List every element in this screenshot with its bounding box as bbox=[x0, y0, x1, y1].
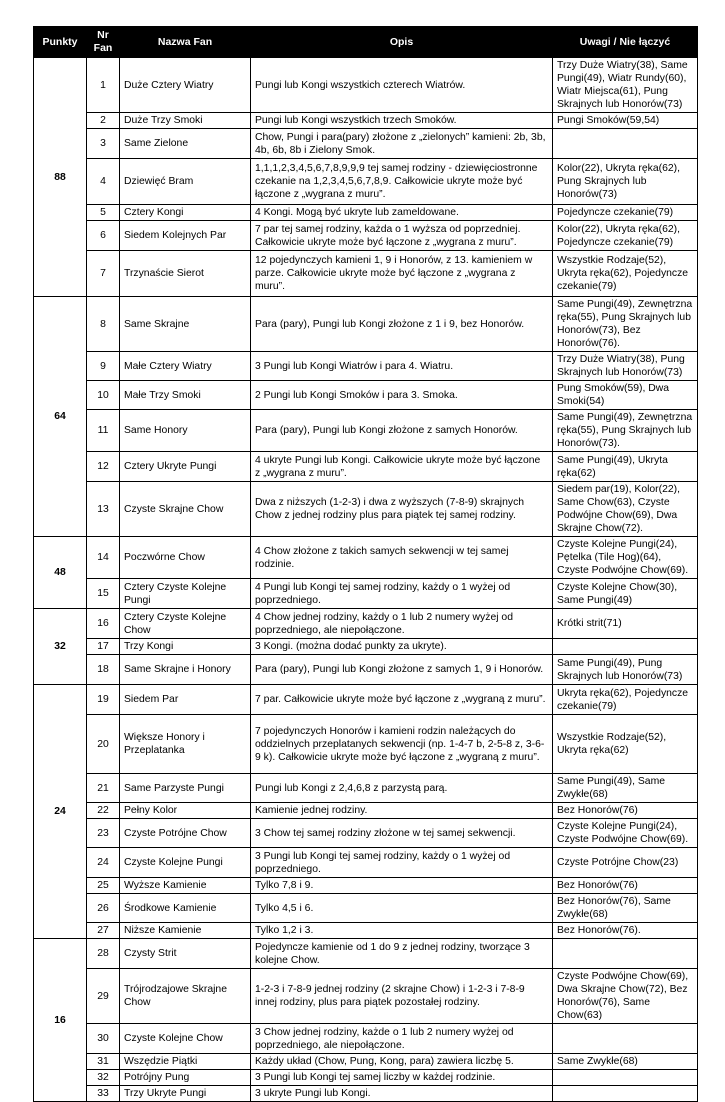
fan-name: Czyste Kolejne Chow bbox=[120, 1024, 251, 1054]
table-row bbox=[34, 352, 698, 381]
table-row bbox=[34, 205, 698, 221]
table-row bbox=[34, 969, 698, 1024]
fan-description: 3 Pungi lub Kongi Wiatrów i para 4. Wiatru. bbox=[251, 352, 553, 381]
fan-description: Para (pary), Pungi lub Kongi złożone z samych Honorów. bbox=[251, 410, 553, 452]
fan-notes bbox=[553, 1086, 698, 1102]
table-row bbox=[34, 381, 698, 410]
fan-notes: Bez Honorów(76), Same Zwykłe(68) bbox=[553, 894, 698, 923]
header-nazwa-fan: Nazwa Fan bbox=[120, 27, 251, 58]
table-row bbox=[34, 894, 698, 923]
fan-name: Pełny Kolor bbox=[120, 803, 251, 819]
fan-notes bbox=[553, 1024, 698, 1054]
fan-number: 30 bbox=[87, 1024, 120, 1054]
points-cell: 32 bbox=[34, 609, 87, 685]
fan-number: 24 bbox=[87, 848, 120, 878]
fan-number: 28 bbox=[87, 939, 120, 969]
fan-description: 4 Chow jednej rodziny, każdy o 1 lub 2 numery wyżej od poprzedniego, ale niepołączone. bbox=[251, 609, 553, 639]
fan-name: Siedem Kolejnych Par bbox=[120, 221, 251, 251]
fan-description: Tylko 7,8 i 9. bbox=[251, 878, 553, 894]
table-row bbox=[34, 715, 698, 774]
table-row bbox=[34, 878, 698, 894]
fan-notes: Ukryta ręka(62), Pojedyncze czekanie(79) bbox=[553, 685, 698, 715]
fan-name: Duże Cztery Wiatry bbox=[120, 58, 251, 113]
fan-notes bbox=[553, 939, 698, 969]
fan-name: Trzy Kongi bbox=[120, 639, 251, 655]
fan-name: Trzy Ukryte Pungi bbox=[120, 1086, 251, 1102]
fan-name: Małe Trzy Smoki bbox=[120, 381, 251, 410]
fan-description: 4 Kongi. Mogą być ukryte lub zameldowane. bbox=[251, 205, 553, 221]
fan-notes: Kolor(22), Ukryta ręka(62), Pojedyncze czekanie(79) bbox=[553, 221, 698, 251]
fan-notes: Bez Honorów(76) bbox=[553, 803, 698, 819]
fan-name: Dziewięć Bram bbox=[120, 159, 251, 205]
fan-notes: Czyste Podwójne Chow(69), Dwa Skrajne Chow(72), Bez Honorów(76), Same Chow(63) bbox=[553, 969, 698, 1024]
fan-number: 4 bbox=[87, 159, 120, 205]
table-row bbox=[34, 452, 698, 482]
fan-name: Niższe Kamienie bbox=[120, 923, 251, 939]
fan-number: 10 bbox=[87, 381, 120, 410]
fan-number: 9 bbox=[87, 352, 120, 381]
fan-name: Same Skrajne i Honory bbox=[120, 655, 251, 685]
fan-number: 17 bbox=[87, 639, 120, 655]
header-nr-fan bbox=[87, 27, 120, 58]
fan-notes: Bez Honorów(76) bbox=[553, 878, 698, 894]
fan-name: Cztery Czyste Kolejne Chow bbox=[120, 609, 251, 639]
table-row bbox=[34, 774, 698, 803]
fan-description: Tylko 1,2 i 3. bbox=[251, 923, 553, 939]
fan-number: 7 bbox=[87, 251, 120, 297]
table-row bbox=[34, 848, 698, 878]
fan-name: Wszędzie Piątki bbox=[120, 1054, 251, 1070]
fan-name: Cztery Ukryte Pungi bbox=[120, 452, 251, 482]
fan-table-body bbox=[34, 58, 698, 1102]
fan-number: 33 bbox=[87, 1086, 120, 1102]
fan-name: Większe Honory i Przeplatanka bbox=[120, 715, 251, 774]
table-row bbox=[34, 159, 698, 205]
fan-description: Każdy układ (Chow, Pung, Kong, para) zawiera liczbę 5. bbox=[251, 1054, 553, 1070]
fan-notes: Czyste Potrójne Chow(23) bbox=[553, 848, 698, 878]
table-row bbox=[34, 537, 698, 579]
fan-number: 25 bbox=[87, 878, 120, 894]
fan-number: 12 bbox=[87, 452, 120, 482]
fan-name: Same Zielone bbox=[120, 129, 251, 159]
fan-description: Chow, Pungi i para(pary) złożone z „zielonych” kamieni: 2b, 3b, 4b, 6b, 8b i Zielony Smok. bbox=[251, 129, 553, 159]
table-row bbox=[34, 129, 698, 159]
table-row bbox=[34, 58, 698, 113]
table-row bbox=[34, 655, 698, 685]
fan-description: Pojedyncze kamienie od 1 do 9 z jednej rodziny, tworzące 3 kolejne Chow. bbox=[251, 939, 553, 969]
points-cell: 48 bbox=[34, 537, 87, 609]
fan-name: Czyste Potrójne Chow bbox=[120, 819, 251, 848]
fan-name: Same Skrajne bbox=[120, 297, 251, 352]
fan-notes: Czyste Kolejne Pungi(24), Pętelka (Tile Hog)(64), Czyste Podwójne Chow(69). bbox=[553, 537, 698, 579]
fan-name: Potrójny Pung bbox=[120, 1070, 251, 1086]
fan-notes: Wszystkie Rodzaje(52), Ukryta ręka(62) bbox=[553, 715, 698, 774]
fan-description: 12 pojedynczych kamieni 1, 9 i Honorów, z 13. kamieniem w parze. Całkowicie ukryte może być łączone z „wygrana z muru”. bbox=[251, 251, 553, 297]
fan-description: Dwa z niższych (1-2-3) i dwa z wyższych (7-8-9) skrajnych Chow z jednej rodziny plus para piątek tej samej rodziny. bbox=[251, 482, 553, 537]
fan-number: 13 bbox=[87, 482, 120, 537]
fan-name: Małe Cztery Wiatry bbox=[120, 352, 251, 381]
fan-number: 29 bbox=[87, 969, 120, 1024]
fan-number: 11 bbox=[87, 410, 120, 452]
fan-notes: Pung Smoków(59), Dwa Smoki(54) bbox=[553, 381, 698, 410]
table-row bbox=[34, 1086, 698, 1102]
fan-description: 4 Chow złożone z takich samych sekwencji w tej samej rodzinie. bbox=[251, 537, 553, 579]
fan-description: 3 ukryte Pungi lub Kongi. bbox=[251, 1086, 553, 1102]
fan-description: 3 Pungi lub Kongi tej samej liczby w każdej rodzinie. bbox=[251, 1070, 553, 1086]
fan-description: Tylko 4,5 i 6. bbox=[251, 894, 553, 923]
header-uwagi: Uwagi / Nie łączyć bbox=[553, 27, 698, 58]
fan-notes: Czyste Kolejne Pungi(24), Czyste Podwójne Chow(69). bbox=[553, 819, 698, 848]
fan-name: Wyższe Kamienie bbox=[120, 878, 251, 894]
fan-description: 3 Kongi. (można dodać punkty za ukryte). bbox=[251, 639, 553, 655]
fan-description: Kamienie jednej rodziny. bbox=[251, 803, 553, 819]
table-row bbox=[34, 685, 698, 715]
fan-name: Siedem Par bbox=[120, 685, 251, 715]
fan-number: 5 bbox=[87, 205, 120, 221]
fan-notes: Same Pungi(49), Zewnętrzna ręka(55), Pung Skrajnych lub Honorów(73). bbox=[553, 410, 698, 452]
fan-name: Czysty Strit bbox=[120, 939, 251, 969]
header-punkty: Punkty bbox=[34, 27, 87, 58]
table-row bbox=[34, 939, 698, 969]
fan-number: 15 bbox=[87, 579, 120, 609]
table-row bbox=[34, 251, 698, 297]
fan-number: 3 bbox=[87, 129, 120, 159]
fan-name: Poczwórne Chow bbox=[120, 537, 251, 579]
fan-name: Cztery Kongi bbox=[120, 205, 251, 221]
fan-description: Pungi lub Kongi wszystkich trzech Smoków. bbox=[251, 113, 553, 129]
fan-number: 2 bbox=[87, 113, 120, 129]
fan-description: 1-2-3 i 7-8-9 jednej rodziny (2 skrajne Chow) i 1-2-3 i 7-8-9 innej rodziny, plus para piątek pozostałej rodziny. bbox=[251, 969, 553, 1024]
fan-number: 6 bbox=[87, 221, 120, 251]
fan-notes: Trzy Duże Wiatry(38), Pung Skrajnych lub Honorów(73) bbox=[553, 352, 698, 381]
fan-name: Trójrodzajowe Skrajne Chow bbox=[120, 969, 251, 1024]
fan-notes: Same Zwykłe(68) bbox=[553, 1054, 698, 1070]
fan-number: 8 bbox=[87, 297, 120, 352]
fan-notes: Pojedyncze czekanie(79) bbox=[553, 205, 698, 221]
fan-description: Para (pary), Pungi lub Kongi złożone z 1 i 9, bez Honorów. bbox=[251, 297, 553, 352]
fan-name: Cztery Czyste Kolejne Pungi bbox=[120, 579, 251, 609]
fan-notes: Krótki strit(71) bbox=[553, 609, 698, 639]
fan-name: Środkowe Kamienie bbox=[120, 894, 251, 923]
table-row bbox=[34, 923, 698, 939]
fan-number: 19 bbox=[87, 685, 120, 715]
fan-name: Same Honory bbox=[120, 410, 251, 452]
fan-name: Czyste Skrajne Chow bbox=[120, 482, 251, 537]
fan-number: 18 bbox=[87, 655, 120, 685]
table-row bbox=[34, 819, 698, 848]
table-header-row bbox=[34, 27, 698, 58]
fan-notes: Same Pungi(49), Pung Skrajnych lub Honorów(73) bbox=[553, 655, 698, 685]
fan-notes bbox=[553, 1070, 698, 1086]
fan-name: Trzynaście Sierot bbox=[120, 251, 251, 297]
fan-description: 7 pojedynczych Honorów i kamieni rodzin należących do oddzielnych przeplatanych sekwencji (np. 1-4-7 b, 2-5-8 z, 3-6-9 k). Całkowicie ukryte może być łączone z „wygraną z muru”. bbox=[251, 715, 553, 774]
fan-notes bbox=[553, 639, 698, 655]
table-row bbox=[34, 1070, 698, 1086]
header-opis: Opis bbox=[251, 27, 553, 58]
fan-number: 27 bbox=[87, 923, 120, 939]
table-row bbox=[34, 113, 698, 129]
points-cell: 88 bbox=[34, 58, 87, 297]
fan-number: 20 bbox=[87, 715, 120, 774]
fan-description: 1,1,1,2,3,4,5,6,7,8,9,9,9 tej samej rodziny - dziewięciostronne czekanie na 1,2,3,4,5,6,7,8,9. Całkowicie ukryte może być łączone z „wygrana z muru”. bbox=[251, 159, 553, 205]
fan-number: 23 bbox=[87, 819, 120, 848]
fan-notes: Siedem par(19), Kolor(22), Same Chow(63), Czyste Podwójne Chow(69), Dwa Skrajne Chow(72). bbox=[553, 482, 698, 537]
table-row bbox=[34, 1054, 698, 1070]
table-row bbox=[34, 639, 698, 655]
fan-notes: Bez Honorów(76). bbox=[553, 923, 698, 939]
fan-table bbox=[33, 26, 698, 1102]
fan-notes: Same Pungi(49), Zewnętrzna ręka(55), Pung Skrajnych lub Honorów(73), Bez Honorów(76). bbox=[553, 297, 698, 352]
fan-description: 7 par tej samej rodziny, każda o 1 wyższa od poprzedniej. Całkowicie ukryte może być łączone z „wygrana z muru”. bbox=[251, 221, 553, 251]
fan-description: 2 Pungi lub Kongi Smoków i para 3. Smoka. bbox=[251, 381, 553, 410]
fan-number: 21 bbox=[87, 774, 120, 803]
points-cell: 24 bbox=[34, 685, 87, 939]
fan-notes: Same Pungi(49), Ukryta ręka(62) bbox=[553, 452, 698, 482]
table-row bbox=[34, 297, 698, 352]
fan-notes: Czyste Kolejne Chow(30), Same Pungi(49) bbox=[553, 579, 698, 609]
fan-number: 16 bbox=[87, 609, 120, 639]
table-row bbox=[34, 609, 698, 639]
table-row bbox=[34, 1024, 698, 1054]
points-cell: 16 bbox=[34, 939, 87, 1102]
table-row bbox=[34, 482, 698, 537]
fan-description: 4 ukryte Pungi lub Kongi. Całkowicie ukryte może być łączone z „wygrana z muru”. bbox=[251, 452, 553, 482]
fan-notes: Pungi Smoków(59,54) bbox=[553, 113, 698, 129]
fan-number: 1 bbox=[87, 58, 120, 113]
fan-notes bbox=[553, 129, 698, 159]
points-cell: 64 bbox=[34, 297, 87, 537]
fan-name: Czyste Kolejne Pungi bbox=[120, 848, 251, 878]
fan-description: Pungi lub Kongi wszystkich czterech Wiatrów. bbox=[251, 58, 553, 113]
fan-number: 26 bbox=[87, 894, 120, 923]
fan-description: 3 Pungi lub Kongi tej samej rodziny, każdy o 1 wyżej od poprzedniego. bbox=[251, 848, 553, 878]
fan-description: 3 Chow jednej rodziny, każde o 1 lub 2 numery wyżej od poprzedniego, ale niepołączone. bbox=[251, 1024, 553, 1054]
table-row bbox=[34, 579, 698, 609]
fan-number: 31 bbox=[87, 1054, 120, 1070]
fan-description: 7 par. Całkowicie ukryte może być łączone z „wygraną z muru”. bbox=[251, 685, 553, 715]
table-row bbox=[34, 410, 698, 452]
fan-notes: Wszystkie Rodzaje(52), Ukryta ręka(62), Pojedyncze czekanie(79) bbox=[553, 251, 698, 297]
header-nr-line1: Nr bbox=[97, 29, 109, 41]
fan-name: Same Parzyste Pungi bbox=[120, 774, 251, 803]
fan-name: Duże Trzy Smoki bbox=[120, 113, 251, 129]
table-row bbox=[34, 221, 698, 251]
fan-number: 22 bbox=[87, 803, 120, 819]
fan-number: 14 bbox=[87, 537, 120, 579]
header-nr-line2: Fan bbox=[93, 42, 113, 54]
table-row bbox=[34, 803, 698, 819]
fan-description: Pungi lub Kongi z 2,4,6,8 z parzystą parą. bbox=[251, 774, 553, 803]
fan-description: 3 Chow tej samej rodziny złożone w tej samej sekwencji. bbox=[251, 819, 553, 848]
fan-number: 32 bbox=[87, 1070, 120, 1086]
fan-description: Para (pary), Pungi lub Kongi złożone z samych 1, 9 i Honorów. bbox=[251, 655, 553, 685]
fan-description: 4 Pungi lub Kongi tej samej rodziny, każdy o 1 wyżej od poprzedniego. bbox=[251, 579, 553, 609]
fan-notes: Trzy Duże Wiatry(38), Same Pungi(49), Wiatr Rundy(60), Wiatr Miejsca(61), Pung Skrajnych lub Honorów(73) bbox=[553, 58, 698, 113]
fan-notes: Kolor(22), Ukryta ręka(62), Pung Skrajnych lub Honorów(73) bbox=[553, 159, 698, 205]
fan-notes: Same Pungi(49), Same Zwykłe(68) bbox=[553, 774, 698, 803]
